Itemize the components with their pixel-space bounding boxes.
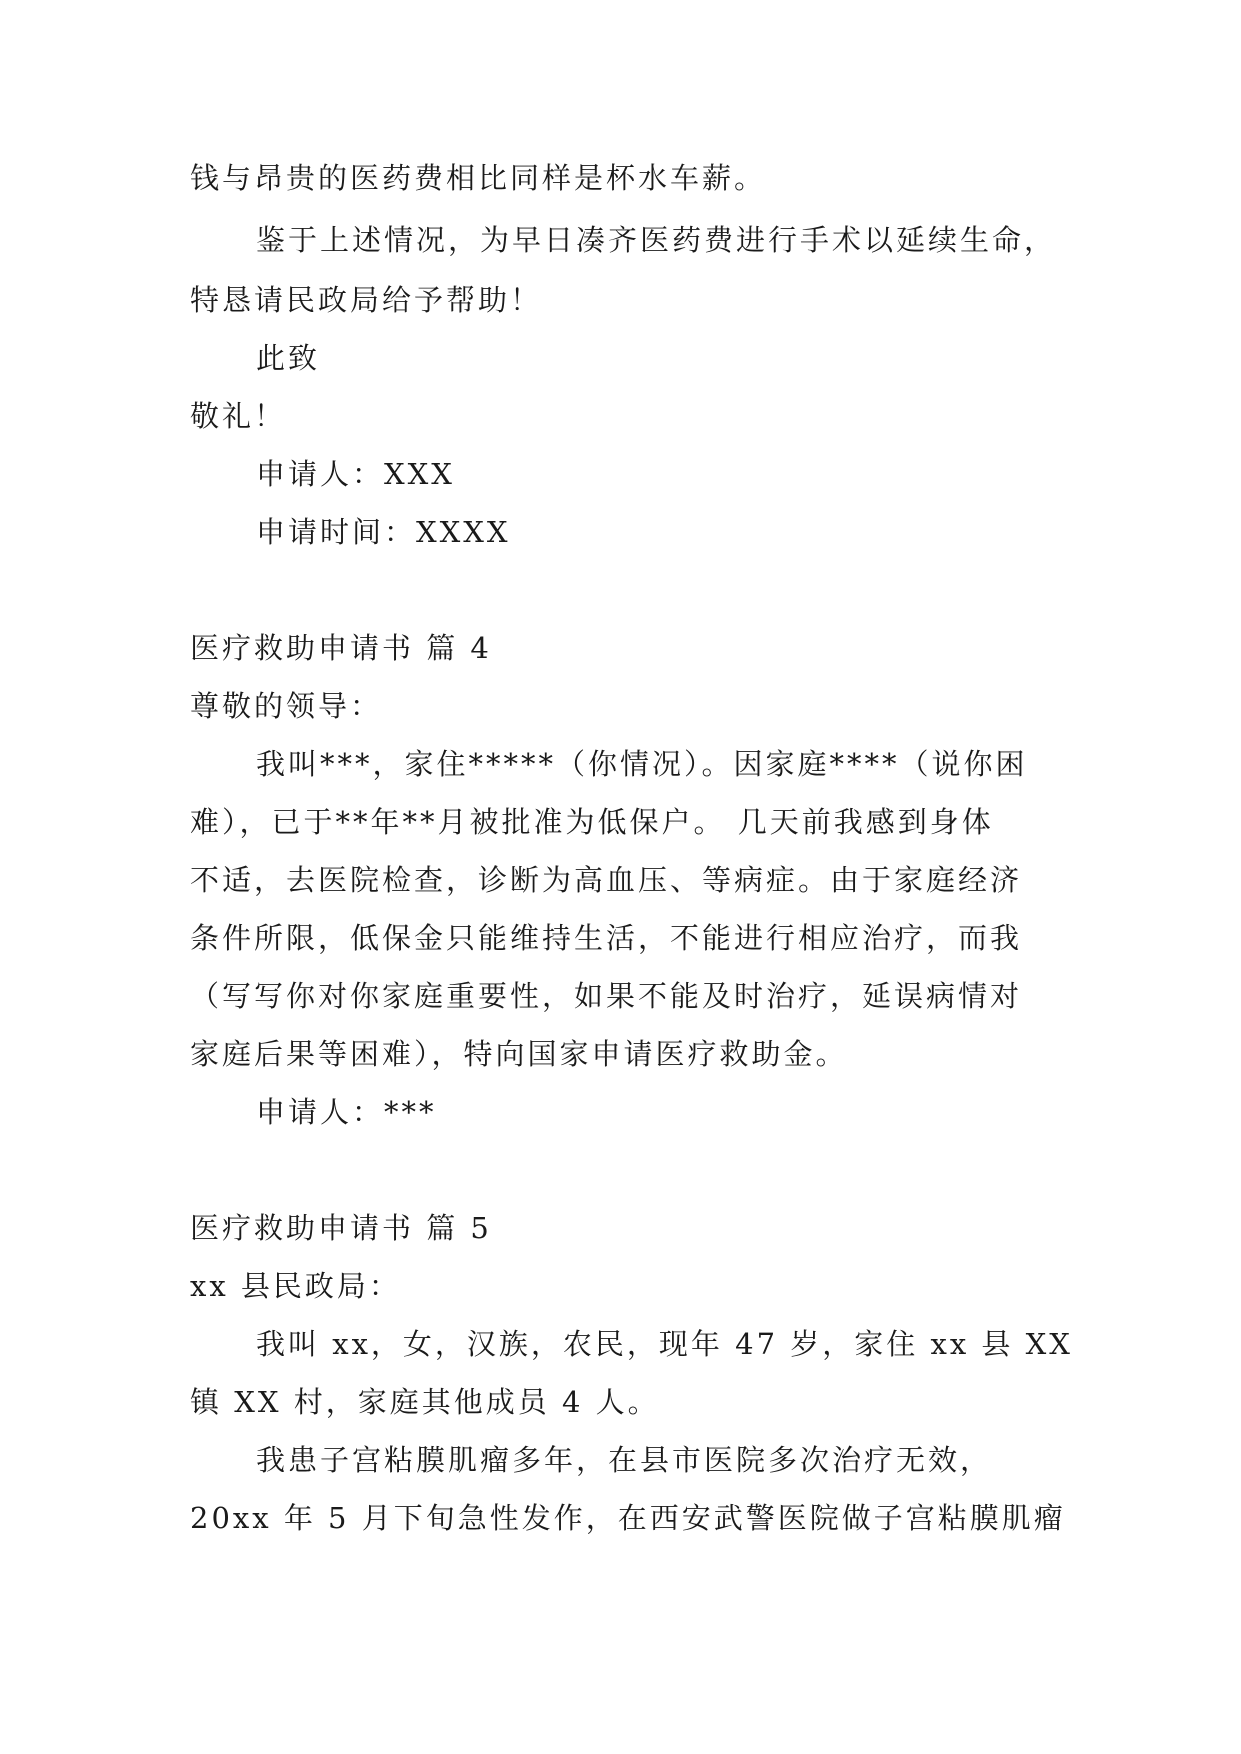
application-date: 申请时间：XXXX bbox=[256, 515, 511, 549]
closing-regards: 敬礼！ bbox=[190, 399, 287, 433]
body-text-line: 家庭后果等困难），特向国家申请医疗救助金。 bbox=[190, 1037, 848, 1071]
body-text-line: 特恳请民政局给予帮助！ bbox=[190, 283, 543, 317]
body-text-line: 我患子宫粘膜肌瘤多年，在县市医院多次治疗无效， bbox=[256, 1443, 993, 1477]
closing-salutation: 此致 bbox=[256, 341, 321, 375]
body-text-line: （写写你对你家庭重要性，如果不能及时治疗，延误病情对 bbox=[190, 979, 1023, 1013]
body-text-line: 镇 XX 村，家庭其他成员 4 人。 bbox=[190, 1385, 660, 1419]
body-text-line: 鉴于上述情况，为早日凑齐医药费进行手术以延续生命， bbox=[256, 223, 1057, 257]
applicant-signature: 申请人：*** bbox=[256, 1095, 437, 1129]
section-title: 医疗救助申请书 篇 5 bbox=[190, 1211, 492, 1245]
body-text-line: 条件所限，低保金只能维持生活，不能进行相应治疗，而我 bbox=[190, 921, 1023, 955]
body-text-line: 钱与昂贵的医药费相比同样是杯水车薪。 bbox=[190, 161, 767, 195]
body-text-line: 20xx 年 5 月下旬急性发作，在西安武警医院做子宫粘膜肌瘤 bbox=[190, 1501, 1066, 1535]
body-text-line: 不适，去医院检查，诊断为高血压、等病症。由于家庭经济 bbox=[190, 863, 1023, 897]
applicant-signature: 申请人：XXX bbox=[256, 457, 455, 491]
body-text-line: 我叫***，家住*****（你情况）。因家庭****（说你困 bbox=[256, 747, 1028, 781]
body-text-line: 难），已于**年**月被批准为低保户。 几天前我感到身体 bbox=[190, 805, 994, 839]
letter-greeting: xx 县民政局： bbox=[190, 1269, 401, 1303]
section-title: 医疗救助申请书 篇 4 bbox=[190, 631, 492, 665]
letter-greeting: 尊敬的领导： bbox=[190, 689, 383, 723]
body-text-line: 我叫 xx，女，汉族，农民，现年 47 岁，家住 xx 县 XX bbox=[256, 1327, 1073, 1361]
